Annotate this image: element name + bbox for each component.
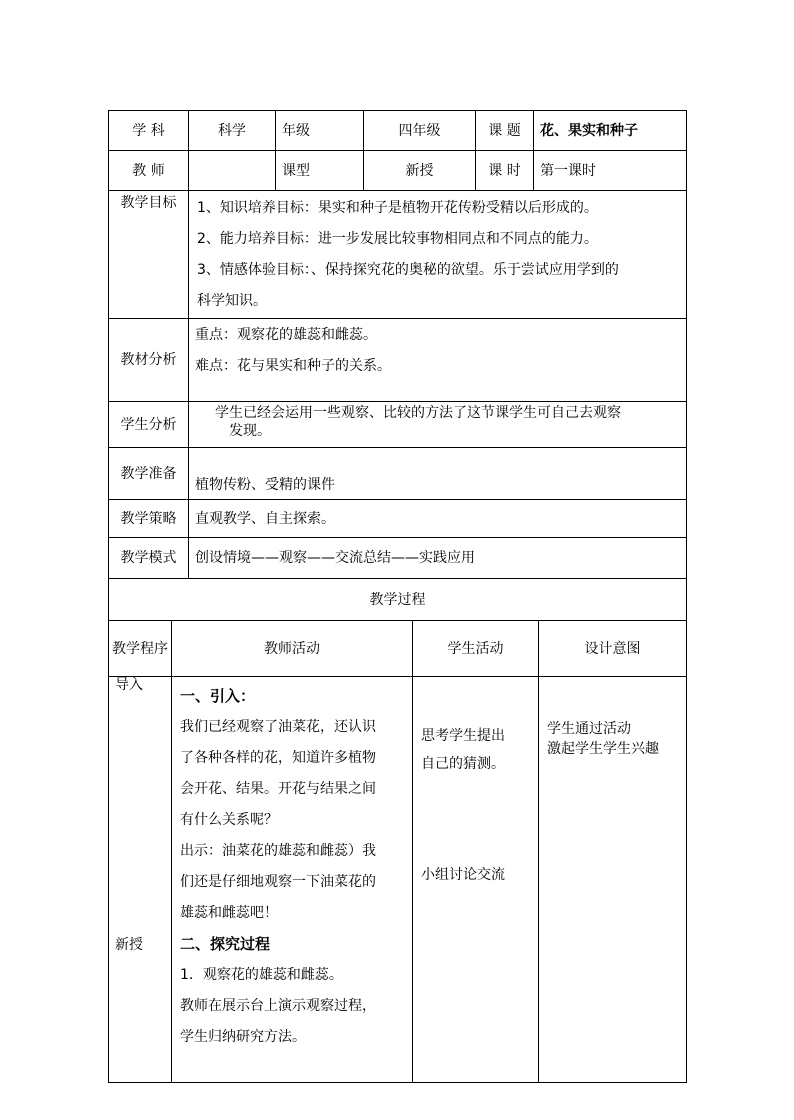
student-guess [421,722,505,778]
design-line: 激起学生学生兴趣 [547,741,659,757]
grade-value: 四年级 [364,111,476,151]
teacher-value [189,151,276,191]
teacher-activity [172,677,413,1083]
goals-label: 教学目标 [109,191,189,319]
topic-value: 花、果实和种子 [534,111,687,151]
goals-line: 3、情感体验目标：、保持探究花的奥秘的欲望。乐于尝试应用学到的 [197,262,619,278]
process-title: 教学过程 [109,579,687,621]
student-group: 小组讨论交流 [421,867,505,883]
process-table [108,620,687,1083]
design-intent [539,677,687,1083]
goals-content [189,191,687,319]
teacher-label: 教 师 [109,151,189,191]
student-line: 思考学生提出 [421,728,505,744]
mode-content: 创设情境——观察——交流总结——实践应用 [189,538,687,579]
subject-value: 科学 [189,111,276,151]
stage-new: 新授 [115,937,143,953]
teacher-line: 雄蕊和雌蕊吧！ [180,905,278,921]
design-text [547,719,659,759]
material-label: 教材分析 [109,319,189,402]
col-design-header: 设计意图 [539,621,687,677]
student-analysis-line: 发现。 [229,423,271,439]
student-analysis-content [189,402,687,448]
material-line: 难点：花与果实和种子的关系。 [195,358,391,374]
grade-label: 年级 [276,111,364,151]
period-value: 第一课时 [534,151,687,191]
material-content [189,319,687,402]
teacher-line: 我们已经观察了油菜花，还认识 [180,719,376,735]
lesson-plan-table [108,110,687,621]
subject-label: 学 科 [109,111,189,151]
prep-content: 植物传粉、受精的课件 [189,448,687,500]
teacher-line: 们还是仔细地观察一下油菜花的 [180,874,376,890]
stage-intro: 导入 [115,677,143,693]
stage-cell [109,677,172,1083]
col-student-header: 学生活动 [413,621,539,677]
col-stage-header: 教学程序 [109,621,172,677]
goals-line: 1、知识培养目标：果实和种子是植物开花传粉受精以后形成的。 [197,200,598,216]
strategy-content: 直观教学、自主探索。 [189,500,687,538]
prep-label: 教学准备 [109,448,189,500]
student-analysis-label: 学生分析 [109,402,189,448]
teacher-line: 二、探究过程 [180,935,271,953]
student-line: 自己的猜测。 [421,756,505,772]
teacher-line: 有什么关系呢？ [180,812,278,828]
teacher-line: 一、引入： [180,687,256,705]
goals-line: 科学知识。 [197,293,267,309]
teacher-line: 会开花、结果。开花与结果之间 [180,781,376,797]
type-value: 新授 [364,151,476,191]
teacher-line: 教师在展示台上演示观察过程， [180,998,376,1014]
goals-line: 2、能力培养目标：进一步发展比较事物相同点和不同点的能力。 [197,231,598,247]
teacher-line: 了各种各样的花，知道许多植物 [180,750,376,766]
strategy-label: 教学策略 [109,500,189,538]
student-activity [413,677,539,1083]
student-analysis-line: 学生已经会运用一些观察、比较的方法了这节课学生可自己去观察 [215,405,621,421]
material-line: 重点：观察花的雄蕊和雌蕊。 [195,327,377,343]
design-line: 学生通过活动 [547,721,631,737]
teacher-line: 出示：油菜花的雄蕊和雌蕊）我 [180,843,376,859]
teacher-line: 1．观察花的雄蕊和雌蕊。 [180,967,343,983]
teacher-line: 学生归纳研究方法。 [180,1029,306,1045]
type-label: 课型 [276,151,364,191]
mode-label: 教学模式 [109,538,189,579]
period-label: 课 时 [476,151,534,191]
col-teacher-header: 教师活动 [172,621,413,677]
topic-label: 课 题 [476,111,534,151]
